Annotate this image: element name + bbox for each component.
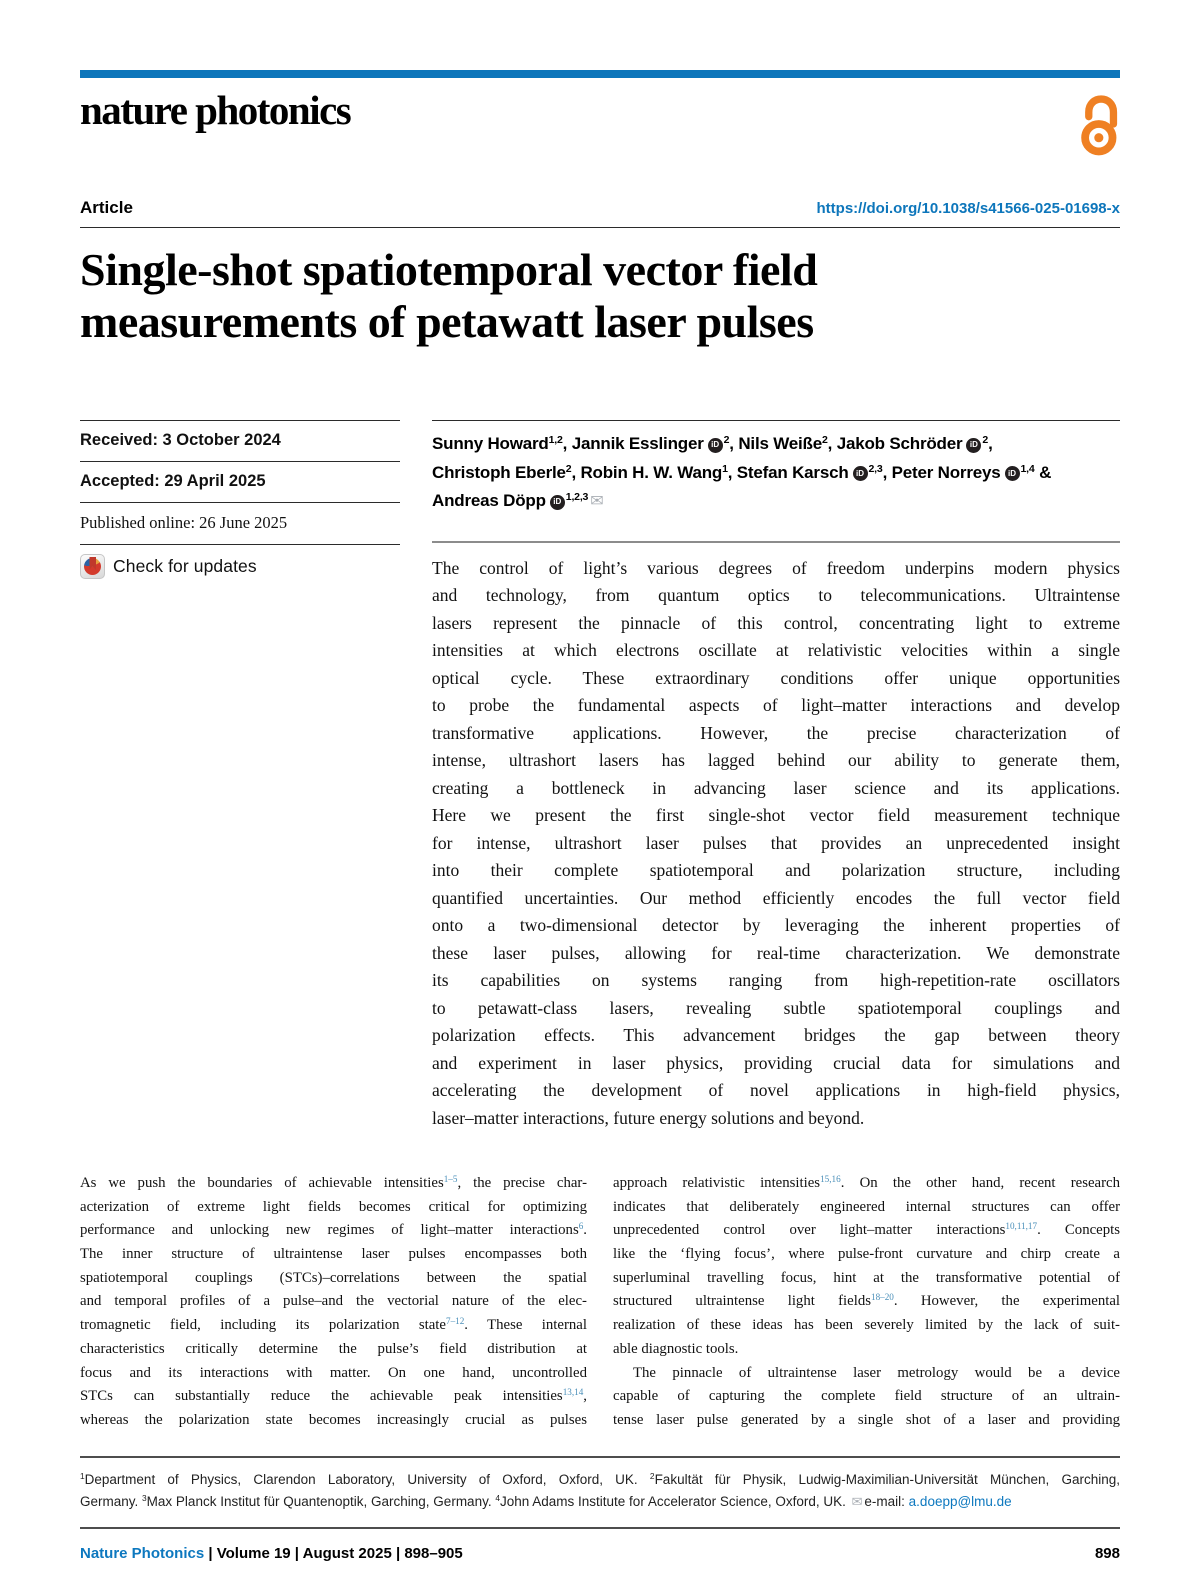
accepted-date: Accepted: 29 April 2025 [80,461,400,502]
text-line: laser–matter interactions, future energy solutions and beyond. [432,1107,865,1128]
text-link[interactable]: a.doepp@lmu.de [908,1494,1012,1510]
email-icon: ✉ [851,1494,863,1510]
text-line: The control of light’s various degrees of freedom underpins modern physics [432,557,1120,578]
received-date: Received: 3 October 2024 [80,420,400,461]
page-footer [80,1544,1120,1564]
crossmark-icon [80,554,105,579]
text-line: $^1$Department of Physics, Clarendon Laboratory, University of Oxford, Oxford, UK. $^2$Fakultät für Physik, Ludwig-Maximilian-Universität München, Garching, [80,1470,1120,1487]
text-line: and temporal profiles of a pulse–and the vectorial nature of the elec- [80,1293,587,1310]
text-line: acterization of extreme light fields becomes critical for optimizing [80,1198,587,1215]
article-type-label: Article [80,198,133,217]
text-line: lasers represent the pinnacle of this control, concentrating light to extreme [432,612,1120,633]
text-line: Nature Photonics | Volume 19 | August 2025 | 898–905 [80,1544,463,1562]
text-line: spatiotemporal couplings (STCs)–correlations between the spatial [80,1269,587,1286]
text-line: unprecedented control over light–matter interactions$^{10,11,17}$. Concepts [613,1221,1120,1239]
text-line: focus and its interactions with matter. On one hand, uncontrolled [80,1364,587,1381]
doi-link[interactable]: https://doi.org/10.1038/s41566-025-01698-x [816,200,1120,217]
text-line: and experiment in laser physics, providing crucial data for simulations and [432,1052,1120,1073]
text-line: creating a bottleneck in advancing laser science and its applications. [432,777,1120,798]
article-type-row [80,198,1120,228]
orcid-icon: iD [708,438,723,453]
text-line: for intense, ultrashort laser pulses that provides an unprecedented insight [432,832,1120,853]
text-line: intense, ultrashort lasers has lagged behind our ability to generate them, [432,750,1120,770]
email-icon: ✉ [590,492,604,510]
article-title [80,244,1120,348]
text-line: indicates that deliberately engineered internal structures can offer [613,1198,1120,1215]
text-line: quantified uncertainties. Our method efficiently encodes the full vector field [432,887,1120,908]
text-line: performance and unlocking new regimes of light–matter interactions$^6$. [80,1221,587,1239]
text-line: Christoph Eberle$^2$, Robin H. W. Wang$^1$, Stefan Karsch iD $^{2,3}$, Peter Norreys iD $^{1,4}$ & [432,462,1052,482]
text-line: onto a two-dimensional detector by leveraging the inherent properties of [432,915,1120,935]
text-line: characteristics critically determine the pulse’s field distribution at [80,1340,587,1357]
text-line: tense laser pulse generated by a single shot of a laser and providing [613,1411,1120,1428]
text-line: like the ‘flying focus’, where pulse-front curvature and chirp create a [613,1246,1120,1263]
text-line: into their complete spatiotemporal and polarization structure, including [432,860,1120,880]
text-line: intensities at which electrons oscillate at relativistic velocities within a single [432,640,1120,660]
published-online-date: Published online: 26 June 2025 [80,502,400,544]
orcid-icon: iD [1005,466,1020,481]
author-list [432,420,1120,516]
text-line: tromagnetic field, including its polarization state$^{7-12}$. These internal [80,1316,587,1334]
text-line: measurements of petawatt laser pulses [80,296,814,347]
text-link[interactable]: Nature Photonics [80,1544,205,1562]
text-line: its capabilities on systems ranging from high-repetition-rate oscillators [432,970,1120,990]
abstract-text [432,543,1120,1133]
dates-column [80,420,400,1132]
info-section [80,420,1120,1132]
text-line: these laser pulses, allowing for real-time characterization. We demonstrate [432,942,1120,963]
journal-accent-bar [80,70,1120,78]
text-line: approach relativistic intensities$^{15,16}$. On the other hand, recent research [613,1173,1120,1191]
text-line: superluminal travelling focus, hint at the transformative potential of [613,1269,1120,1286]
text-line: transformative applications. However, the precise characterization of [432,722,1120,743]
check-for-updates-label: Check for updates [113,556,257,576]
text-line: The inner structure of ultraintense laser pulses encompasses both [80,1246,587,1263]
text-line: polarization effects. This advancement bridges the gap between theory [432,1025,1120,1045]
text-line: and technology, from quantum optics to telecommunications. Ultraintense [432,585,1120,605]
text-line: The pinnacle of ultraintense laser metrology would be a device [633,1364,1120,1381]
authors-abstract-column [432,420,1120,1132]
text-line: Sunny Howard$^{1,2}$, Jannik Esslinger iD $^2$, Nils Weiße$^2$, Jakob Schröder iD $^2$, [432,434,993,453]
orcid-icon: iD [550,495,565,510]
body-right-column [613,1172,1120,1433]
journal-logo: nature photonics [80,87,351,133]
text-line: Single-shot spatiotemporal vector field [80,244,818,295]
body-text-section [80,1172,1120,1433]
body-left-column [80,1172,587,1433]
text-line: to probe the fundamental aspects of light–matter interactions and develop [432,695,1120,715]
text-line: accelerating the development of novel applications in high-field physics, [432,1080,1120,1100]
text-line: to petawatt-class lasers, revealing subtle spatiotemporal couplings and [432,997,1120,1018]
text-line: able diagnostic tools. [613,1340,739,1357]
page-number: 898 [1094,1544,1120,1562]
text-line: Andreas Döpp iD $^{1,2,3}$ ✉ [432,491,604,510]
text-line: capable of capturing the complete field structure of an ultrain- [613,1388,1120,1405]
check-for-updates-badge[interactable] [80,544,400,579]
text-line: STCs can substantially reduce the achievable peak intensities$^{13,14}$, [80,1387,587,1405]
text-line: whereas the polarization state becomes increasingly crucial as pulses [80,1411,587,1428]
text-line: optical cycle. These extraordinary conditions offer unique opportunities [432,667,1120,688]
journal-citation [80,1544,463,1564]
orcid-icon: iD [966,438,981,453]
text-line: Germany. $^3$Max Planck Institut für Quantenoptik, Garching, Germany. $^4$John Adams Institute for Accelerator Science, Oxford, UK. ✉ e-mail: a.doepp@lmu.de [80,1493,1012,1510]
open-access-icon [1074,92,1120,161]
text-line: realization of these ideas has been severely limited by the lack of suit- [613,1317,1120,1334]
orcid-icon: iD [853,466,868,481]
text-line: As we push the boundaries of achievable intensities$^{1-5}$, the precise char- [80,1173,587,1191]
masthead [80,88,1120,164]
text-line: structured ultraintense light fields$^{18-20}$. However, the experimental [613,1292,1120,1310]
affiliations-footnote [80,1456,1120,1529]
text-line: Here we present the first single-shot vector field measurement technique [432,805,1120,825]
